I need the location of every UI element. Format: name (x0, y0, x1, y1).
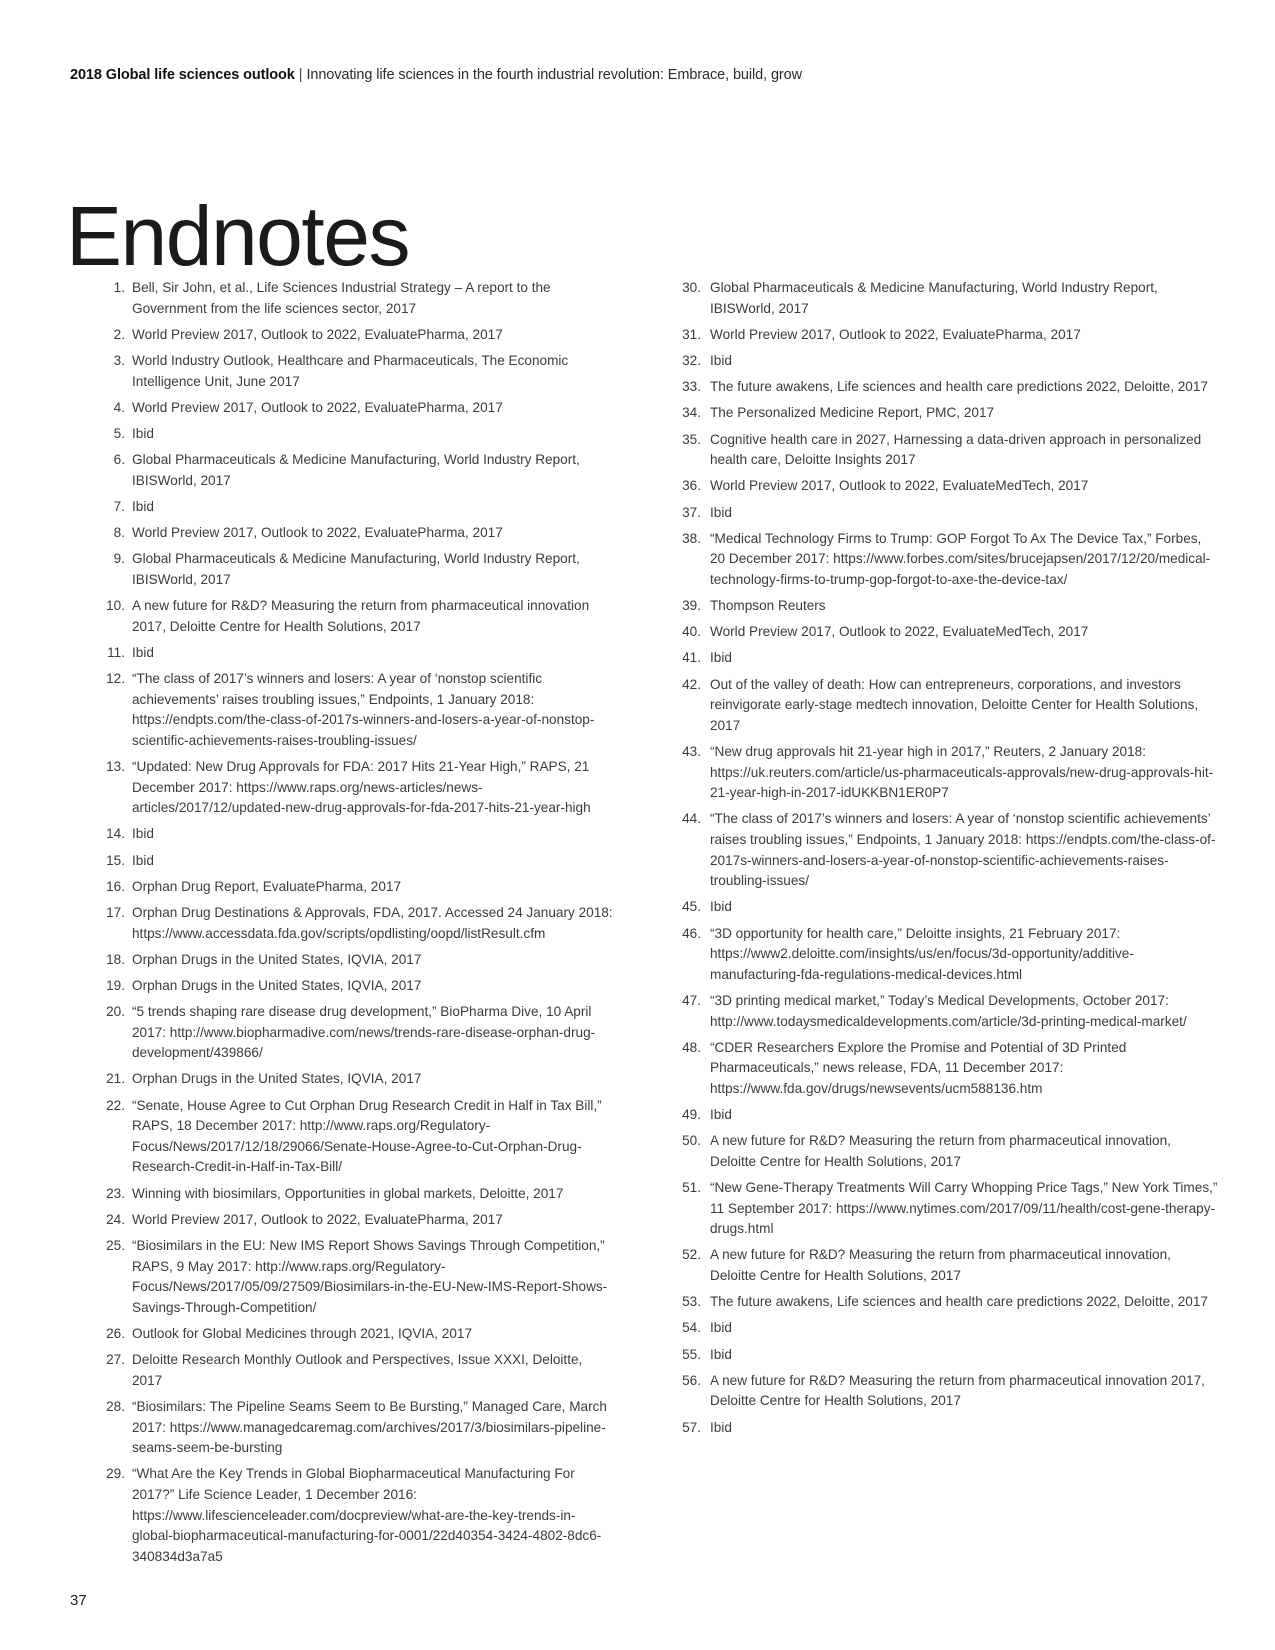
endnote-item (679, 476, 1219, 497)
endnote-number: 27. (106, 1352, 125, 1368)
report-subtitle: Innovating life sciences in the fourth industrial revolution: Embrace, build, grow (306, 67, 802, 83)
endnote-item (679, 278, 1219, 319)
endnote-text: Global Pharmaceuticals & Medicine Manufacturing, World Industry Report, IBISWorld, 2017 (132, 452, 580, 488)
endnote-item (679, 1345, 1219, 1366)
endnote-text: World Preview 2017, Outlook to 2022, EvaluatePharma, 2017 (132, 525, 503, 541)
endnote-text: Ibid (710, 1346, 732, 1362)
endnote-item (96, 976, 616, 997)
endnote-text: “The class of 2017’s winners and losers: A year of ‘nonstop scientific achievements’ raises troubling issues,” Endpoints, 1 January 2018: https://endpts.com/the-class-of-2017s-winners-and-losers-a-year-of-nonstop-scientific-achievements-raises-troubling-issues/ (132, 671, 595, 748)
endnote-item (96, 497, 616, 518)
endnote-number: 20. (106, 1004, 125, 1020)
endnote-number: 57. (682, 1419, 701, 1435)
endnote-item (96, 1397, 616, 1459)
endnote-item (96, 950, 616, 971)
endnote-text: Ibid (710, 504, 732, 520)
endnote-number: 39. (682, 598, 701, 614)
endnote-text: “New drug approvals hit 21-year high in 2017,” Reuters, 2 January 2018: https://uk.reuters.com/article/us-pharmaceuticals-approvals/new-drug-approvals-hit-21-year-high-in-2017-idUKKBN1ER0P7 (710, 744, 1214, 801)
endnote-number: 13. (106, 759, 125, 774)
endnote-text: Orphan Drug Destinations & Approvals, FDA, 2017. Accessed 24 January 2018: https://www.accessdata.fda.gov/scripts/opdlisting/oopd/listResult.cfm (132, 904, 613, 941)
endnote-text: Deloitte Research Monthly Outlook and Perspectives, Issue XXXI, Deloitte, 2017 (132, 1352, 583, 1388)
endnote-item (96, 596, 616, 637)
endnote-text: The future awakens, Life sciences and health care predictions 2022, Deloitte, 2017 (710, 1294, 1208, 1310)
endnote-number: 17. (106, 904, 125, 920)
endnote-text: Ibid (710, 1107, 732, 1123)
endnote-number: 15. (106, 852, 125, 868)
endnote-number: 44. (682, 811, 701, 827)
endnote-number: 1. (113, 280, 125, 295)
endnote-item (96, 643, 616, 664)
endnote-item (96, 903, 616, 944)
endnote-text: “Biosimilars: The Pipeline Seams Seem to Be Bursting,” Managed Care, March 2017: https://www.managedcaremag.com/archives/2017/3/biosimilars-pipeline-seams-seem-be-bursting (132, 1398, 607, 1456)
endnote-item (679, 1131, 1219, 1172)
endnote-item (679, 1105, 1219, 1126)
endnote-number: 34. (682, 405, 701, 421)
endnote-item (96, 877, 616, 898)
endnote-number: 33. (682, 379, 701, 395)
endnote-number: 19. (106, 977, 125, 993)
endnote-text: World Preview 2017, Outlook to 2022, EvaluatePharma, 2017 (132, 326, 503, 342)
endnote-number: 46. (682, 925, 701, 941)
endnote-number: 51. (682, 1180, 701, 1196)
endnote-number: 21. (106, 1071, 125, 1087)
endnote-number: 9. (113, 551, 125, 567)
endnote-item (96, 1350, 616, 1391)
endnote-text: Cognitive health care in 2027, Harnessing a data-driven approach in personalized health care, Deloitte Insights 2017 (710, 431, 1202, 468)
endnote-text: Global Pharmaceuticals & Medicine Manufacturing, World Industry Report, IBISWorld, 2017 (132, 551, 580, 587)
endnote-number: 35. (682, 431, 701, 447)
endnote-item (96, 1324, 616, 1345)
page-number: 37 (70, 1592, 87, 1609)
endnote-item (96, 424, 616, 445)
endnote-item (96, 450, 616, 491)
endnote-item (679, 1178, 1219, 1240)
endnote-item (679, 403, 1219, 424)
endnote-item (679, 430, 1219, 471)
endnote-number: 53. (682, 1294, 701, 1310)
endnote-number: 7. (113, 498, 125, 514)
endnote-text: Thompson Reuters (710, 598, 826, 614)
endnote-text: “5 trends shaping rare disease drug development,” BioPharma Dive, 10 April 2017: http://www.biopharmadive.com/news/trends-rare-disease-orphan-drug-development/439866/ (132, 1004, 596, 1061)
endnote-text: Orphan Drugs in the United States, IQVIA, 2017 (132, 951, 422, 967)
endnote-number: 50. (682, 1133, 701, 1149)
endnotes-right-column (679, 278, 1219, 1444)
endnote-number: 54. (682, 1320, 701, 1336)
endnote-text: “What Are the Key Trends in Global Biopharmaceutical Manufacturing For 2017?” Life Science Leader, 1 December 2016: https://www.lifescienceleader.com/docpreview/what-are-the-key-trends-in-global-biopharmaceutical-manufacturing-for-0001/22d40354-3424-4802-8dc6-340834d3a7a5 (132, 1466, 602, 1564)
endnote-item (679, 742, 1219, 804)
endnote-number: 10. (106, 598, 125, 614)
endnote-number: 29. (106, 1466, 125, 1482)
endnote-number: 56. (682, 1372, 701, 1388)
endnote-item (96, 1464, 616, 1567)
endnote-number: 6. (113, 452, 125, 468)
endnote-item (679, 1318, 1219, 1339)
page-title: Endnotes (66, 189, 409, 284)
endnote-text: “New Gene-Therapy Treatments Will Carry Whopping Price Tags,” New York Times,” 11 September 2017: https://www.nytimes.com/2017/09/11/health/cost-gene-therapy-drugs.html (710, 1180, 1218, 1237)
endnote-item (96, 1096, 616, 1178)
endnote-number: 24. (106, 1211, 125, 1227)
endnote-item (679, 596, 1219, 617)
endnote-number: 16. (106, 878, 125, 894)
endnote-number: 52. (682, 1247, 701, 1263)
endnote-item (96, 1184, 616, 1205)
endnote-number: 43. (682, 744, 701, 759)
endnote-text: “3D opportunity for health care,” Deloitte insights, 21 February 2017: https://www2.deloitte.com/insights/us/en/focus/3d-opportunity/additive-manufacturing-fda-regulations-medical-devices.html (710, 925, 1134, 982)
endnote-text: Orphan Drugs in the United States, IQVIA, 2017 (132, 1071, 422, 1087)
endnote-text: “Biosimilars in the EU: New IMS Report Shows Savings Through Competition,” RAPS, 9 May 2017: http://www.raps.org/Regulatory-Focus/News/2017/05/09/27509/Biosimilars-in-the-EU-New-IMS-Report-Shows-Savings-Through-Competition/ (132, 1238, 608, 1315)
endnote-text: Outlook for Global Medicines through 2021, IQVIA, 2017 (132, 1325, 473, 1341)
endnote-number: 40. (682, 624, 701, 640)
endnote-number: 14. (106, 826, 125, 842)
endnote-item (679, 991, 1219, 1032)
endnote-item (679, 503, 1219, 524)
endnote-number: 55. (682, 1346, 701, 1362)
endnote-number: 18. (106, 951, 125, 967)
endnote-text: The Personalized Medicine Report, PMC, 2017 (710, 405, 995, 421)
endnote-text: A new future for R&D? Measuring the return from pharmaceutical innovation 2017, Deloitte Centre for Health Solutions, 2017 (132, 598, 590, 634)
endnote-text: A new future for R&D? Measuring the return from pharmaceutical innovation, Deloitte Centre for Health Solutions, 2017 (710, 1247, 1171, 1283)
endnote-item (96, 549, 616, 590)
endnote-text: “Updated: New Drug Approvals for FDA: 2017 Hits 21-Year High,” RAPS, 21 December 2017: https://www.raps.org/news-articles/news-articles/2017/12/updated-new-drug-approvals-for-fda-2017-hits-21-year-high (132, 759, 591, 816)
endnote-text: World Preview 2017, Outlook to 2022, EvaluateMedTech, 2017 (710, 624, 1089, 640)
endnote-item (96, 1069, 616, 1090)
endnote-item (96, 1210, 616, 1231)
endnote-text: Ibid (132, 498, 154, 514)
endnote-item (96, 1236, 616, 1318)
endnote-text: Ibid (710, 1419, 732, 1435)
endnote-text: Global Pharmaceuticals & Medicine Manufacturing, World Industry Report, IBISWorld, 2017 (710, 280, 1158, 316)
endnote-text: Ibid (132, 852, 154, 868)
endnote-text: Orphan Drug Report, EvaluatePharma, 2017 (132, 878, 402, 894)
endnote-item (679, 1292, 1219, 1313)
endnote-number: 32. (682, 352, 701, 368)
endnote-item (96, 398, 616, 419)
endnote-number: 23. (106, 1185, 125, 1201)
endnote-number: 25. (106, 1238, 125, 1253)
endnote-item (679, 325, 1219, 346)
endnote-item (679, 351, 1219, 372)
header-separator: | (298, 67, 303, 83)
endnote-item (679, 675, 1219, 737)
endnote-item (96, 824, 616, 845)
endnote-text: Ibid (710, 899, 732, 915)
endnote-text: Ibid (132, 425, 154, 441)
endnote-text: Out of the valley of death: How can entrepreneurs, corporations, and investors reinvigorate early-stage medtech innovation, Deloitte Center for Health Solutions, 2017 (710, 676, 1199, 733)
endnote-text: “CDER Researchers Explore the Promise and Potential of 3D Printed Pharmaceuticals,” news release, FDA, 11 December 2017: https://www.fda.gov/drugs/newsevents/ucm588136.htm (710, 1039, 1127, 1096)
endnote-text: Ibid (710, 352, 732, 368)
endnote-number: 45. (682, 899, 701, 915)
endnote-text: Ibid (710, 650, 732, 666)
endnote-number: 47. (682, 992, 701, 1008)
endnote-item (679, 1418, 1219, 1439)
endnote-text: “The class of 2017’s winners and losers: A year of ‘nonstop scientific achievements’ raises troubling issues,” Endpoints, 1 January 2018: https://endpts.com/the-class-of-2017s-winners-and-losers-a-year-of-nonstop-scientific-achievements-raises-troubling-issues/ (710, 811, 1216, 889)
endnote-item (96, 851, 616, 872)
endnote-text: World Industry Outlook, Healthcare and Pharmaceuticals, The Economic Intelligence Unit, June 2017 (132, 352, 569, 389)
endnote-text: A new future for R&D? Measuring the return from pharmaceutical innovation 2017, Deloitte Centre for Health Solutions, 2017 (710, 1372, 1205, 1409)
endnote-number: 22. (106, 1097, 125, 1113)
endnote-text: Ibid (710, 1320, 732, 1336)
endnote-item (679, 924, 1219, 986)
endnote-item (96, 351, 616, 392)
endnote-number: 28. (106, 1398, 125, 1414)
endnote-text: “3D printing medical market,” Today’s Medical Developments, October 2017: http://www.todaysmedicaldevelopments.com/article/3d-printing-medical-market/ (710, 992, 1187, 1029)
endnote-number: 41. (682, 650, 701, 666)
endnote-number: 31. (682, 326, 701, 342)
endnote-item (96, 325, 616, 346)
endnote-number: 3. (113, 352, 125, 368)
endnote-number: 49. (682, 1107, 701, 1123)
endnote-item (96, 523, 616, 544)
endnote-text: “Senate, House Agree to Cut Orphan Drug Research Credit in Half in Tax Bill,” RAPS, 18 December 2017: http://www.raps.org/Regulatory-Focus/News/2017/12/18/29066/Senate-House-Agree-to-Cut-Orphan-Drug-Research-Credit-in-Half-in-Tax-Bill/ (132, 1097, 602, 1175)
endnote-number: 48. (682, 1039, 701, 1055)
endnote-number: 37. (682, 504, 701, 520)
endnote-text: A new future for R&D? Measuring the return from pharmaceutical innovation, Deloitte Centre for Health Solutions, 2017 (710, 1133, 1171, 1169)
endnote-item (679, 1371, 1219, 1412)
endnote-text: Orphan Drugs in the United States, IQVIA, 2017 (132, 977, 422, 993)
endnote-number: 26. (106, 1325, 125, 1341)
endnote-item (96, 1002, 616, 1064)
endnote-number: 5. (113, 425, 125, 441)
endnote-item (96, 757, 616, 819)
endnote-number: 2. (113, 326, 125, 342)
endnote-item (679, 1245, 1219, 1286)
endnotes-left-column (96, 278, 616, 1573)
endnote-item (679, 529, 1219, 591)
endnote-item (96, 669, 616, 751)
endnote-number: 38. (682, 530, 701, 546)
endnote-text: Ibid (132, 826, 154, 842)
endnote-text: World Preview 2017, Outlook to 2022, EvaluateMedTech, 2017 (710, 478, 1089, 494)
report-title: 2018 Global life sciences outlook (70, 67, 295, 83)
endnote-item (679, 897, 1219, 918)
endnote-text: “Medical Technology Firms to Trump: GOP Forgot To Ax The Device Tax,” Forbes, 20 December 2017: https://www.forbes.com/sites/brucejapsen/2017/12/20/medical-technology-firms-to-trump-gop-forgot-to-axe-the-device-tax/ (710, 530, 1211, 587)
endnote-text: Bell, Sir John, et al., Life Sciences Industrial Strategy – A report to the Government from the life sciences sector, 2017 (132, 280, 551, 316)
endnote-text: World Preview 2017, Outlook to 2022, EvaluatePharma, 2017 (132, 399, 503, 415)
endnote-text: World Preview 2017, Outlook to 2022, EvaluatePharma, 2017 (710, 326, 1081, 342)
endnote-number: 12. (106, 671, 125, 687)
endnote-number: 36. (682, 478, 701, 494)
endnote-number: 11. (107, 644, 125, 660)
endnote-number: 30. (682, 280, 701, 295)
running-header (70, 67, 802, 83)
endnote-number: 4. (113, 399, 125, 415)
endnote-number: 8. (113, 525, 125, 541)
endnote-number: 42. (682, 676, 701, 692)
endnote-text: The future awakens, Life sciences and health care predictions 2022, Deloitte, 2017 (710, 379, 1208, 395)
endnote-text: World Preview 2017, Outlook to 2022, EvaluatePharma, 2017 (132, 1211, 503, 1227)
endnote-item (679, 622, 1219, 643)
endnote-item (679, 809, 1219, 891)
endnote-item (679, 648, 1219, 669)
endnote-item (679, 377, 1219, 398)
endnote-item (679, 1038, 1219, 1100)
endnote-text: Ibid (132, 644, 154, 660)
endnote-item (96, 278, 616, 319)
endnote-text: Winning with biosimilars, Opportunities in global markets, Deloitte, 2017 (132, 1185, 564, 1201)
